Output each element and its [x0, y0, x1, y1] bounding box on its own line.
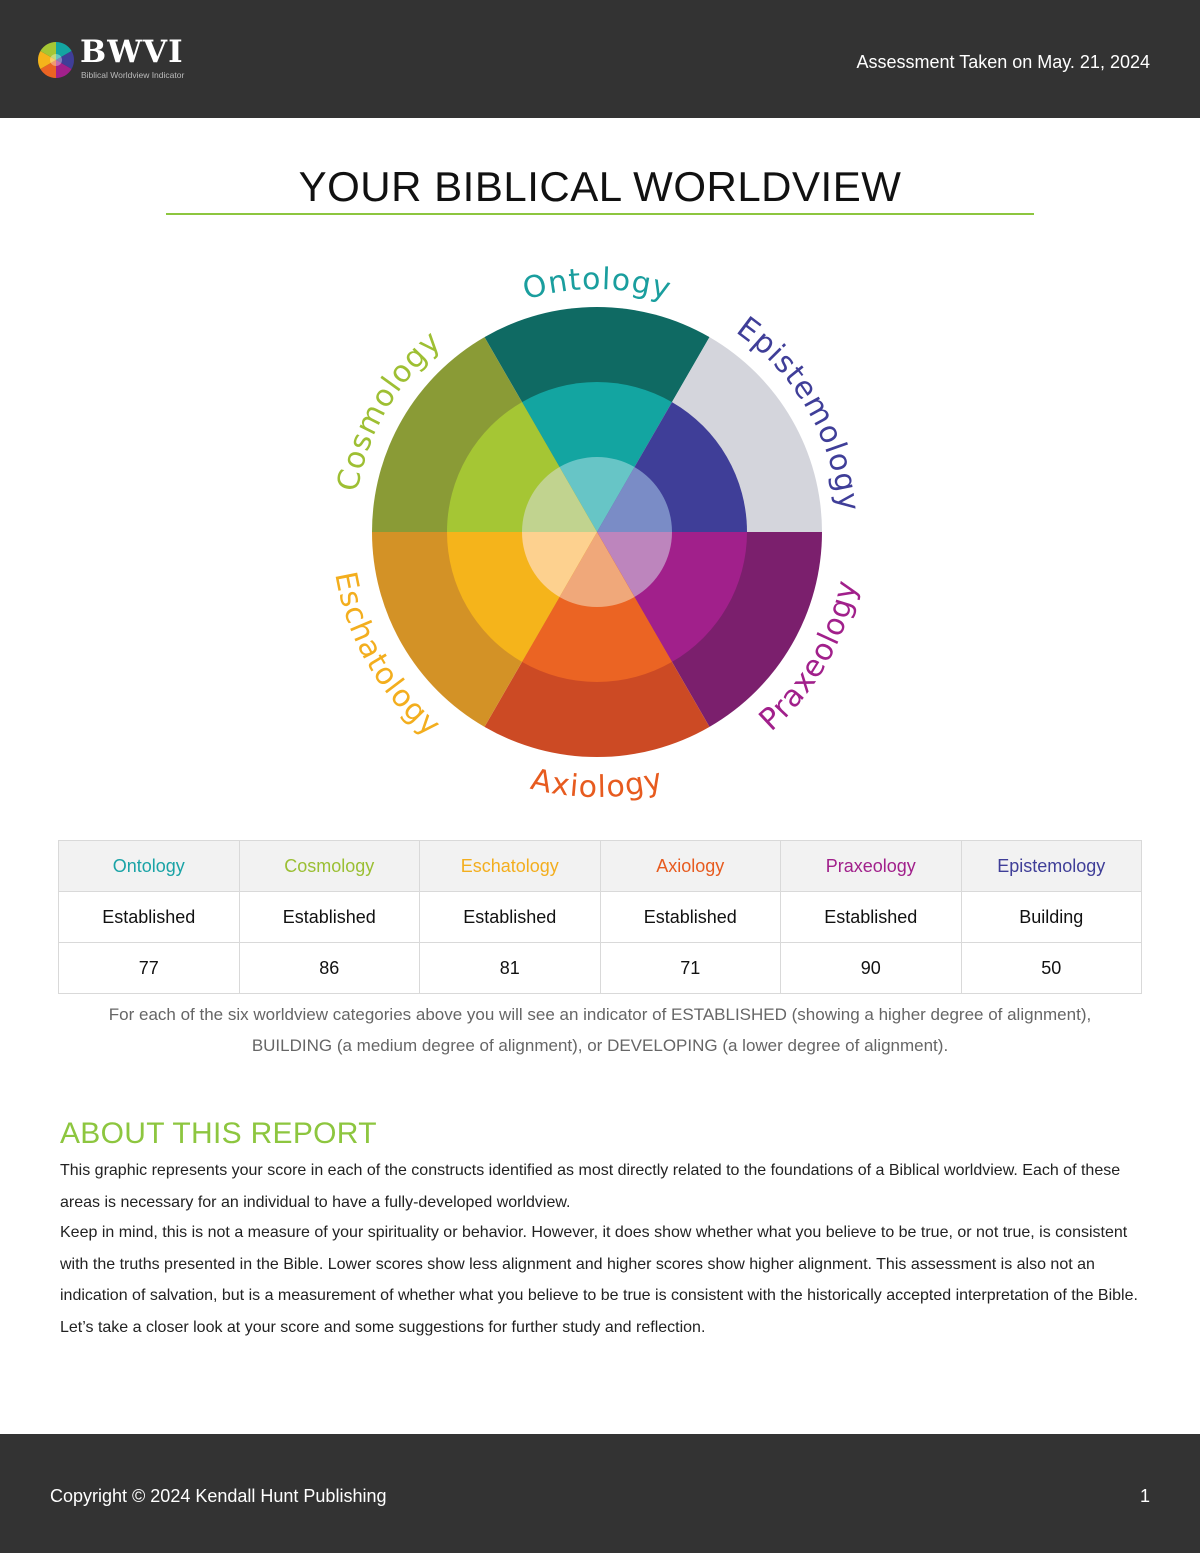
score-cosmology: 86 [239, 943, 420, 994]
wheel-label-axiology: Axiology [527, 762, 667, 806]
title-divider [166, 213, 1034, 215]
wheel-label-eschatology: Eschatology [327, 568, 448, 744]
status-axiology: Established [600, 892, 781, 943]
status-eschatology: Established [420, 892, 601, 943]
status-ontology: Established [59, 892, 240, 943]
status-cosmology: Established [239, 892, 420, 943]
color-wheel-logo-icon [36, 40, 76, 80]
header-bar [0, 0, 1200, 118]
header-epistemology: Epistemology [961, 841, 1142, 892]
wheel-label-epistemology: Epistemology [730, 310, 867, 514]
bwvi-logo [36, 36, 216, 84]
footer-bar [0, 1434, 1200, 1553]
about-paragraph-1: This graphic represents your score in each of the constructs identified as most directly related to the foundations of a Biblical worldview. Each of these areas is necessary for an individual to have a fully-developed worldview. [60, 1162, 1121, 1211]
scores-table [58, 840, 1142, 994]
wheel-label-praxeology: Praxeology [752, 576, 866, 738]
score-praxeology: 90 [781, 943, 962, 994]
assessment-date: Assessment Taken on May. 21, 2024 [856, 52, 1150, 72]
status-epistemology: Building [961, 892, 1142, 943]
legend-note: For each of the six worldview categories above you will see an indicator of ESTABLISHED (showing a higher degree of alignment), BUILDING (a medium degree of alignment), or DEVELOPING (a lower degree of alignment). [108, 1005, 1092, 1055]
status-praxeology: Established [781, 892, 962, 943]
worldview-wheel [300, 240, 900, 820]
logo-wordmark: BWVI [80, 34, 184, 70]
header-praxeology: Praxeology [781, 841, 962, 892]
about-heading: ABOUT THIS REPORT [60, 1117, 377, 1150]
header-ontology: Ontology [59, 841, 240, 892]
score-epistemology: 50 [961, 943, 1142, 994]
score-eschatology: 81 [420, 943, 601, 994]
header-axiology: Axiology [600, 841, 781, 892]
header-eschatology: Eschatology [420, 841, 601, 892]
table-header-row [59, 841, 1142, 892]
table-row-status [59, 892, 1142, 943]
score-ontology: 77 [59, 943, 240, 994]
copyright-text: Copyright © 2024 Kendall Hunt Publishing [50, 1486, 387, 1506]
wheel-label-ontology: Ontology [519, 261, 676, 308]
header-cosmology: Cosmology [239, 841, 420, 892]
wheel-label-cosmology: Cosmology [330, 323, 449, 495]
page-number: 1 [1139, 1486, 1150, 1506]
table-row-score [59, 943, 1142, 994]
about-paragraph-2: Keep in mind, this is not a measure of your spirituality or behavior. However, it does show whether what you believe to be true, or not true, is consistent with the truths presented in the Bible. Lower scores show less alignment and higher scores show higher alignment. This assessment is also not an indication of salvation, but is a measurement of whether what you believe to be true is consistent with the historically accepted interpretation of the Bible. Let’s take a closer look at your score and some suggestions for further study and reflection. [60, 1224, 1138, 1336]
page-title: YOUR BIBLICAL WORLDVIEW [298, 163, 902, 210]
score-axiology: 71 [600, 943, 781, 994]
logo-tagline: Biblical Worldview Indicator [81, 70, 185, 80]
